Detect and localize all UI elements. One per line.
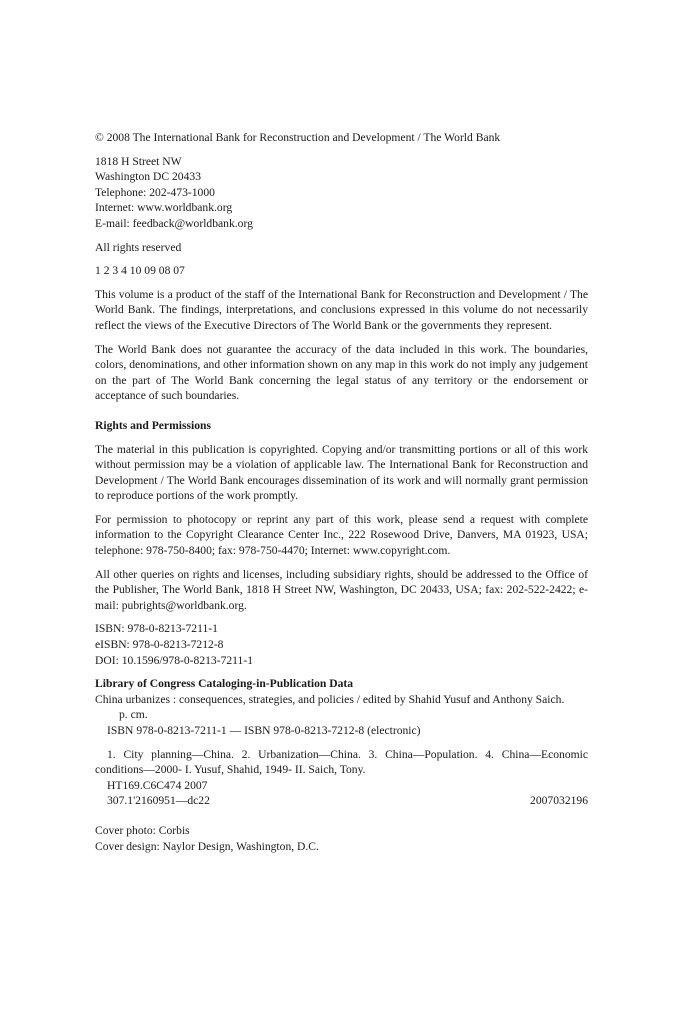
isbn: ISBN: 978-0-8213-7211-1 — [95, 622, 218, 636]
rights-paragraph-2: For permission to photocopy or reprint any part of this work, please send a request with complete information to the Copyright Clearance Center Inc., 222 Rosewood Drive, Danvers, MA 01923, USA; telephone: 978-750-8400; fax: 978-750-4470; Internet: www.copyright.com. — [95, 512, 588, 558]
cip-block — [95, 676, 588, 738]
cip-lc-class: HT169.C6C474 2007 — [107, 778, 208, 792]
address-city: Washington DC 20433 — [95, 170, 201, 184]
cip-dewey: 307.1'2160951—dc22 — [107, 794, 210, 808]
cip-lccn: 2007032196 — [530, 794, 588, 808]
copyright-line: © 2008 The International Bank for Reconstruction and Development / The World Bank — [95, 131, 501, 144]
cover-credits — [95, 823, 588, 854]
cip-pages: p. cm. — [119, 708, 148, 722]
publisher-address — [95, 154, 588, 232]
copyright-page — [95, 130, 588, 862]
printing-number-line: 1 2 3 4 10 09 08 07 — [95, 264, 185, 278]
address-internet: Internet: www.worldbank.org — [95, 201, 233, 215]
all-rights-reserved: All rights reserved — [95, 240, 182, 254]
cip-title-line: China urbanizes : consequences, strategies, and policies / edited by Shahid Yusuf and Anthony Saich. — [95, 692, 565, 706]
cip-isbn-line: ISBN 978-0-8213-7211-1 — ISBN 978-0-8213-7212-8 (electronic) — [107, 724, 421, 737]
identifiers-block — [95, 621, 588, 668]
cover-design-credit: Cover design: Naylor Design, Washington, D.C. — [95, 839, 319, 853]
disclaimer-paragraph-1: This volume is a product of the staff of the International Bank for Reconstruction and Development / The World Bank. The findings, interpretations, and conclusions expressed in this volume do not necessarily reflect the views of the Executive Directors of The World Bank or the governments they represent. — [95, 287, 588, 332]
cip-subjects: 1. City planning—China. 2. Urbanization—China. 3. China—Population. 4. China—Economic conditions—2000- I. Yusuf, Shahid, 1949- II. Saich, Tony. — [95, 747, 588, 777]
address-telephone: Telephone: 202-473-1000 — [95, 185, 215, 199]
cip-classification-row — [95, 793, 588, 809]
rights-heading: Rights and Permissions — [95, 418, 211, 432]
address-street: 1818 H Street NW — [95, 154, 182, 168]
rights-paragraph-3: All other queries on rights and licenses, including subsidiary rights, should be addressed to the Office of the Publisher, The World Bank, 1818 H Street NW, Washington, DC 20433, USA; fax: 202-522-2422; e-mail: pubrights@worldbank.org. — [95, 567, 588, 612]
disclaimer-paragraph-2: The World Bank does not guarantee the accuracy of the data included in this work. The boundaries, colors, denominations, and other information shown on any map in this work do not imply any judgement on the part of The World Bank concerning the legal status of any territory or the endorsement or acceptance of such boundaries. — [95, 342, 588, 403]
eisbn: eISBN: 978-0-8213-7212-8 — [95, 638, 224, 652]
rights-paragraph-1: The material in this publication is copyrighted. Copying and/or transmitting portions or all of this work without permission may be a violation of applicable law. The International Bank for Reconstruction and Development / The World Bank encourages dissemination of its work and will normally grant permission to reproduce portions of the work promptly. — [95, 442, 588, 503]
address-email: E-mail: feedback@worldbank.org — [95, 216, 253, 230]
cip-subjects-block — [95, 747, 588, 809]
cip-heading: Library of Congress Cataloging-in-Publication Data — [95, 677, 354, 691]
doi: DOI: 10.1596/978-0-8213-7211-1 — [95, 653, 253, 667]
cover-photo-credit: Cover photo: Corbis — [95, 823, 190, 837]
